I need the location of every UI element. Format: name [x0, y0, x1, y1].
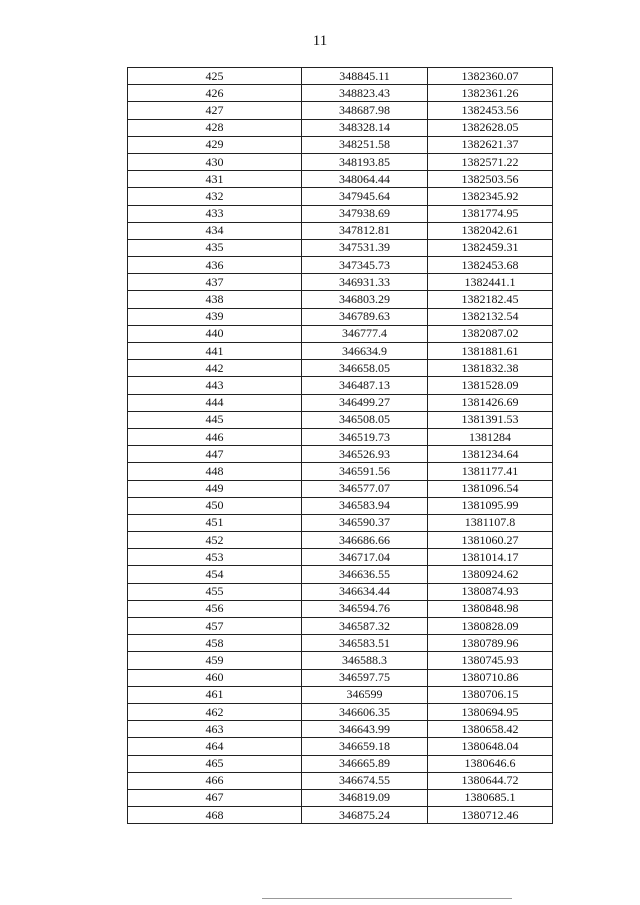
y-coordinate-cell: 1382459.31 [428, 239, 553, 256]
table-row [128, 377, 553, 394]
table-row [128, 394, 553, 411]
point-number-cell: 443 [128, 377, 302, 394]
table-row [128, 102, 553, 119]
point-number-cell: 440 [128, 325, 302, 342]
point-number-cell: 449 [128, 480, 302, 497]
point-number-cell: 439 [128, 308, 302, 325]
x-coordinate-cell: 348823.43 [302, 85, 428, 102]
x-coordinate-cell: 346583.94 [302, 497, 428, 514]
point-number-cell: 458 [128, 635, 302, 652]
table-row [128, 463, 553, 480]
table-row [128, 205, 553, 222]
x-coordinate-cell: 346594.76 [302, 600, 428, 617]
x-coordinate-cell: 348328.14 [302, 119, 428, 136]
x-coordinate-cell: 348845.11 [302, 68, 428, 85]
x-coordinate-cell: 346487.13 [302, 377, 428, 394]
x-coordinate-cell: 348687.98 [302, 102, 428, 119]
point-number-cell: 460 [128, 669, 302, 686]
table-row [128, 85, 553, 102]
table-row [128, 772, 553, 789]
y-coordinate-cell: 1381528.09 [428, 377, 553, 394]
x-coordinate-cell: 346803.29 [302, 291, 428, 308]
point-number-cell: 452 [128, 532, 302, 549]
y-coordinate-cell: 1381107.8 [428, 514, 553, 531]
point-number-cell: 457 [128, 618, 302, 635]
point-number-cell: 456 [128, 600, 302, 617]
y-coordinate-cell: 1380706.15 [428, 686, 553, 703]
table-row [128, 669, 553, 686]
y-coordinate-cell: 1380745.93 [428, 652, 553, 669]
x-coordinate-cell: 346590.37 [302, 514, 428, 531]
x-coordinate-cell: 346599 [302, 686, 428, 703]
point-number-cell: 461 [128, 686, 302, 703]
x-coordinate-cell: 346931.33 [302, 274, 428, 291]
table-row [128, 652, 553, 669]
point-number-cell: 459 [128, 652, 302, 669]
page-number: 11 [312, 33, 328, 49]
y-coordinate-cell: 1382571.22 [428, 153, 553, 170]
x-coordinate-cell: 347531.39 [302, 239, 428, 256]
x-coordinate-cell: 346577.07 [302, 480, 428, 497]
x-coordinate-cell: 346583.51 [302, 635, 428, 652]
point-number-cell: 427 [128, 102, 302, 119]
table-row [128, 532, 553, 549]
x-coordinate-cell: 346789.63 [302, 308, 428, 325]
y-coordinate-cell: 1382453.56 [428, 102, 553, 119]
y-coordinate-cell: 1381177.41 [428, 463, 553, 480]
x-coordinate-cell: 346636.55 [302, 566, 428, 583]
y-coordinate-cell: 1381774.95 [428, 205, 553, 222]
table-row [128, 119, 553, 136]
table-row [128, 343, 553, 360]
y-coordinate-cell: 1381391.53 [428, 411, 553, 428]
table-row [128, 291, 553, 308]
y-coordinate-cell: 1380658.42 [428, 721, 553, 738]
x-coordinate-cell: 346658.05 [302, 360, 428, 377]
table-row [128, 686, 553, 703]
table-row [128, 428, 553, 445]
table-row [128, 411, 553, 428]
point-number-cell: 464 [128, 738, 302, 755]
point-number-cell: 435 [128, 239, 302, 256]
footer-rule [262, 898, 512, 899]
point-number-cell: 462 [128, 703, 302, 720]
y-coordinate-cell: 1381881.61 [428, 343, 553, 360]
y-coordinate-cell: 1380644.72 [428, 772, 553, 789]
y-coordinate-cell: 1381060.27 [428, 532, 553, 549]
table-row [128, 188, 553, 205]
y-coordinate-cell: 1382503.56 [428, 171, 553, 188]
point-number-cell: 450 [128, 497, 302, 514]
point-number-cell: 430 [128, 153, 302, 170]
y-coordinate-cell: 1382132.54 [428, 308, 553, 325]
y-coordinate-cell: 1381096.54 [428, 480, 553, 497]
x-coordinate-cell: 346643.99 [302, 721, 428, 738]
x-coordinate-cell: 346591.56 [302, 463, 428, 480]
x-coordinate-cell: 346508.05 [302, 411, 428, 428]
x-coordinate-cell: 346597.75 [302, 669, 428, 686]
table-row [128, 360, 553, 377]
point-number-cell: 455 [128, 583, 302, 600]
y-coordinate-cell: 1382360.07 [428, 68, 553, 85]
table-row [128, 738, 553, 755]
point-number-cell: 468 [128, 807, 302, 824]
point-number-cell: 428 [128, 119, 302, 136]
point-number-cell: 437 [128, 274, 302, 291]
y-coordinate-cell: 1381284 [428, 428, 553, 445]
y-coordinate-cell: 1381234.64 [428, 446, 553, 463]
table-row [128, 514, 553, 531]
x-coordinate-cell: 347345.73 [302, 257, 428, 274]
table-row [128, 257, 553, 274]
coordinates-table [127, 67, 553, 824]
table-row [128, 618, 553, 635]
y-coordinate-cell: 1380685.1 [428, 789, 553, 806]
point-number-cell: 454 [128, 566, 302, 583]
table-row [128, 274, 553, 291]
x-coordinate-cell: 346819.09 [302, 789, 428, 806]
x-coordinate-cell: 346606.35 [302, 703, 428, 720]
y-coordinate-cell: 1380712.46 [428, 807, 553, 824]
table-row [128, 789, 553, 806]
y-coordinate-cell: 1382621.37 [428, 136, 553, 153]
y-coordinate-cell: 1382453.68 [428, 257, 553, 274]
y-coordinate-cell: 1380874.93 [428, 583, 553, 600]
x-coordinate-cell: 348064.44 [302, 171, 428, 188]
point-number-cell: 441 [128, 343, 302, 360]
x-coordinate-cell: 346686.66 [302, 532, 428, 549]
x-coordinate-cell: 346634.44 [302, 583, 428, 600]
x-coordinate-cell: 346588.3 [302, 652, 428, 669]
y-coordinate-cell: 1382345.92 [428, 188, 553, 205]
point-number-cell: 448 [128, 463, 302, 480]
point-number-cell: 467 [128, 789, 302, 806]
x-coordinate-cell: 346634.9 [302, 343, 428, 360]
y-coordinate-cell: 1381095.99 [428, 497, 553, 514]
x-coordinate-cell: 346587.32 [302, 618, 428, 635]
y-coordinate-cell: 1382087.02 [428, 325, 553, 342]
table-row [128, 549, 553, 566]
y-coordinate-cell: 1382441.1 [428, 274, 553, 291]
x-coordinate-cell: 346777.4 [302, 325, 428, 342]
point-number-cell: 453 [128, 549, 302, 566]
table-row [128, 171, 553, 188]
x-coordinate-cell: 346499.27 [302, 394, 428, 411]
point-number-cell: 425 [128, 68, 302, 85]
table-row [128, 600, 553, 617]
table-row [128, 480, 553, 497]
y-coordinate-cell: 1382628.05 [428, 119, 553, 136]
table-row [128, 497, 553, 514]
x-coordinate-cell: 346875.24 [302, 807, 428, 824]
x-coordinate-cell: 346717.04 [302, 549, 428, 566]
x-coordinate-cell: 346659.18 [302, 738, 428, 755]
x-coordinate-cell: 346665.89 [302, 755, 428, 772]
y-coordinate-cell: 1380710.86 [428, 669, 553, 686]
point-number-cell: 432 [128, 188, 302, 205]
point-number-cell: 446 [128, 428, 302, 445]
table-row [128, 68, 553, 85]
point-number-cell: 465 [128, 755, 302, 772]
y-coordinate-cell: 1380828.09 [428, 618, 553, 635]
y-coordinate-cell: 1381426.69 [428, 394, 553, 411]
table-row [128, 721, 553, 738]
point-number-cell: 444 [128, 394, 302, 411]
point-number-cell: 426 [128, 85, 302, 102]
point-number-cell: 466 [128, 772, 302, 789]
y-coordinate-cell: 1382042.61 [428, 222, 553, 239]
table-row [128, 325, 553, 342]
y-coordinate-cell: 1381014.17 [428, 549, 553, 566]
point-number-cell: 451 [128, 514, 302, 531]
point-number-cell: 447 [128, 446, 302, 463]
y-coordinate-cell: 1380694.95 [428, 703, 553, 720]
coordinates-table-body [128, 68, 553, 824]
table-row [128, 566, 553, 583]
table-row [128, 635, 553, 652]
x-coordinate-cell: 346674.55 [302, 772, 428, 789]
y-coordinate-cell: 1380848.98 [428, 600, 553, 617]
y-coordinate-cell: 1381832.38 [428, 360, 553, 377]
y-coordinate-cell: 1380789.96 [428, 635, 553, 652]
point-number-cell: 429 [128, 136, 302, 153]
table-row [128, 755, 553, 772]
x-coordinate-cell: 347812.81 [302, 222, 428, 239]
x-coordinate-cell: 347945.64 [302, 188, 428, 205]
point-number-cell: 442 [128, 360, 302, 377]
y-coordinate-cell: 1382182.45 [428, 291, 553, 308]
table-row [128, 153, 553, 170]
table-row [128, 446, 553, 463]
table-row [128, 583, 553, 600]
y-coordinate-cell: 1380646.6 [428, 755, 553, 772]
y-coordinate-cell: 1380924.62 [428, 566, 553, 583]
point-number-cell: 433 [128, 205, 302, 222]
table-row [128, 239, 553, 256]
y-coordinate-cell: 1380648.04 [428, 738, 553, 755]
table-row [128, 807, 553, 824]
x-coordinate-cell: 346526.93 [302, 446, 428, 463]
point-number-cell: 463 [128, 721, 302, 738]
y-coordinate-cell: 1382361.26 [428, 85, 553, 102]
x-coordinate-cell: 348193.85 [302, 153, 428, 170]
table-row [128, 703, 553, 720]
point-number-cell: 438 [128, 291, 302, 308]
point-number-cell: 436 [128, 257, 302, 274]
x-coordinate-cell: 348251.58 [302, 136, 428, 153]
point-number-cell: 445 [128, 411, 302, 428]
table-row [128, 136, 553, 153]
table-row [128, 308, 553, 325]
table-row [128, 222, 553, 239]
point-number-cell: 434 [128, 222, 302, 239]
x-coordinate-cell: 346519.73 [302, 428, 428, 445]
x-coordinate-cell: 347938.69 [302, 205, 428, 222]
point-number-cell: 431 [128, 171, 302, 188]
